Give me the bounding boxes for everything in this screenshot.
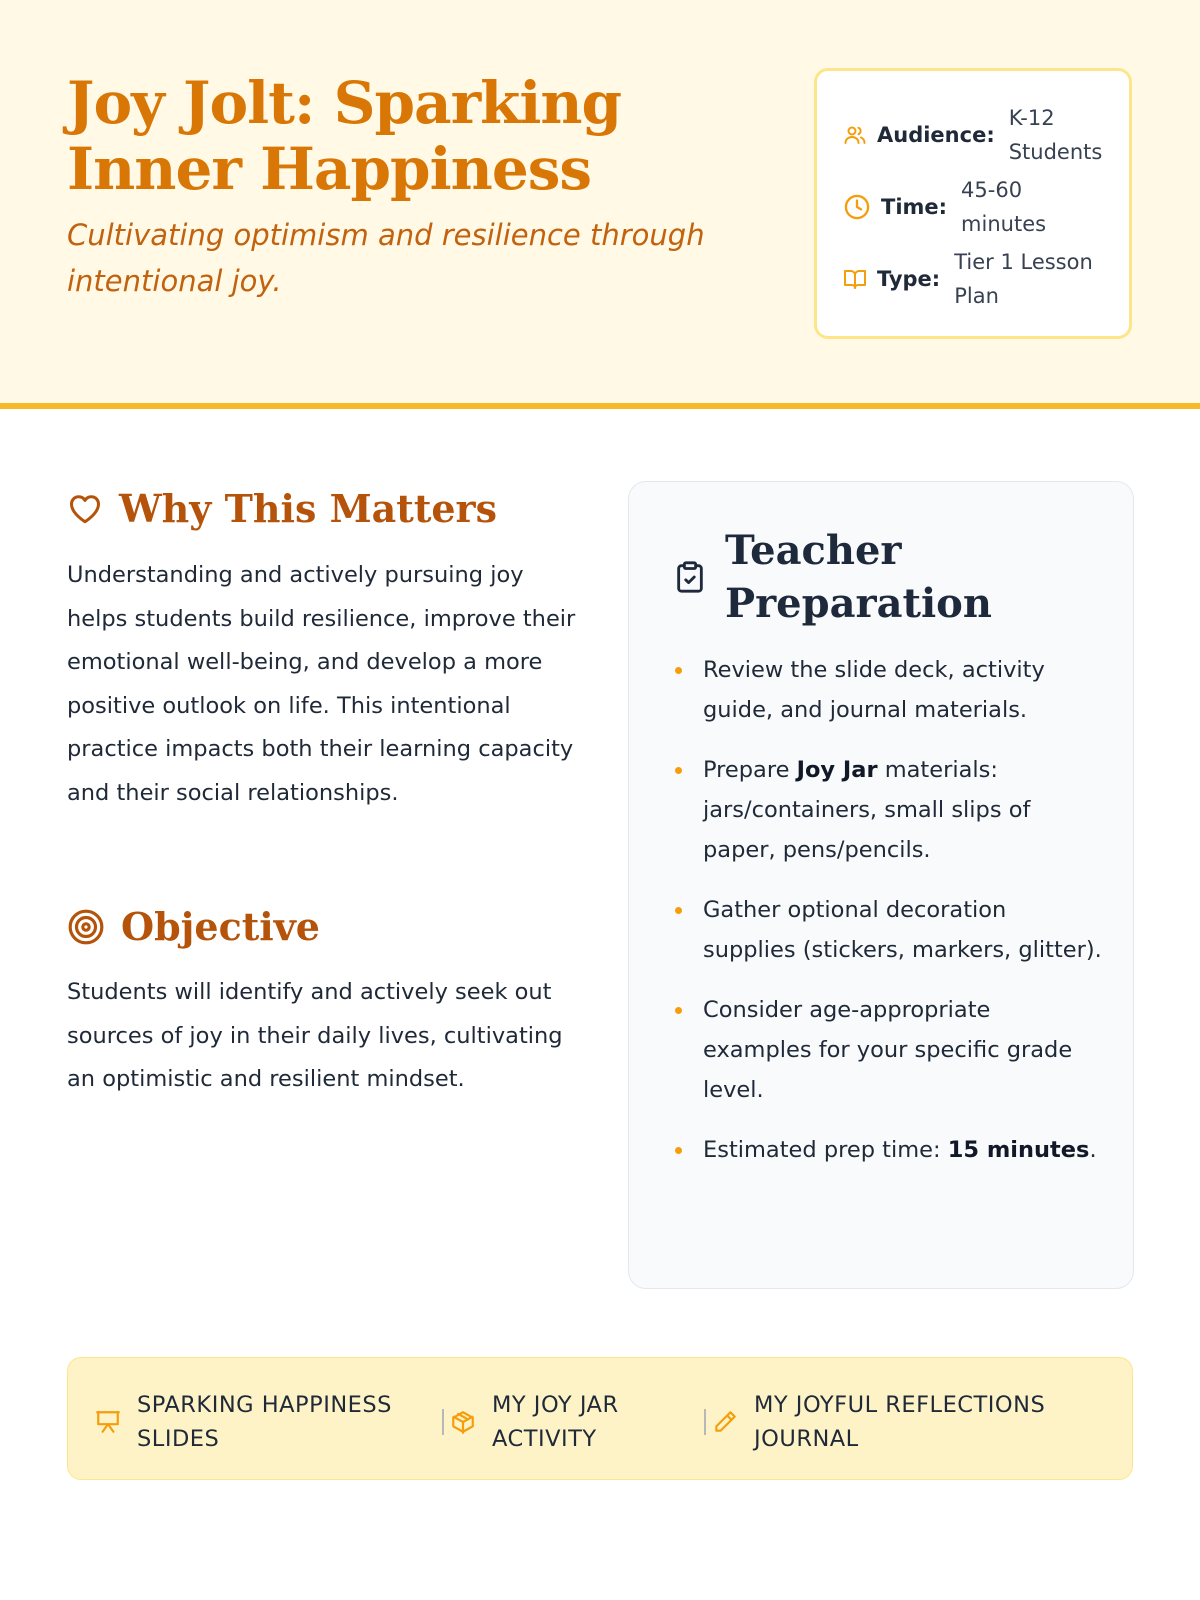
prep-item <box>673 990 1103 1110</box>
book-icon <box>843 267 867 291</box>
prep-heading-text: Teacher Preparation <box>725 527 992 627</box>
page-subtitle: Cultivating optimism and resilience through intentional joy. <box>67 218 705 298</box>
prep-list <box>673 650 1103 1190</box>
prep-item-text: Review the slide deck, activity guide, and journal materials. <box>703 657 1045 723</box>
meta-time-value: 45-60 minutes <box>961 178 1047 236</box>
material-joy-jar[interactable] <box>442 1388 662 1456</box>
pencil-icon <box>712 1409 738 1435</box>
clipboard-check-icon <box>673 558 707 596</box>
meta-type-label: Type: <box>877 267 941 291</box>
why-heading <box>67 486 497 531</box>
prep-item-text: Gather optional decoration supplies (stickers, markers, glitter). <box>703 897 1102 963</box>
prep-item-text: Estimated prep time: <box>703 1137 948 1163</box>
meta-type-value: Tier 1 Lesson Plan <box>954 250 1093 308</box>
objective-text: Students will identify and actively seek out sources of joy in their daily lives, cultivating an optimistic and resilient mindset. <box>67 979 563 1092</box>
meta-time <box>843 173 1071 241</box>
prep-item-text: Prepare <box>703 757 797 783</box>
prep-item <box>673 890 1103 970</box>
prep-item <box>673 750 1103 870</box>
material-journal-label: MY JOYFUL REFLECTIONS JOURNAL <box>754 1392 1046 1452</box>
prep-item-bold: 15 minutes <box>947 1137 1090 1163</box>
meta-time-label: Time: <box>881 195 948 219</box>
page-title: Joy Jolt: Sparking Inner Happiness <box>67 69 622 203</box>
materials-bar <box>67 1357 1133 1480</box>
prep-item-bold: Joy Jar <box>796 757 878 783</box>
why-heading-text: Why This Matters <box>119 486 497 531</box>
package-icon <box>450 1409 476 1435</box>
prep-item-text: Consider age-appropriate examples for your specific grade level. <box>703 997 1073 1103</box>
separator <box>704 1409 706 1435</box>
meta-audience-label: Audience: <box>877 123 995 147</box>
users-icon <box>843 123 867 147</box>
objective-heading <box>67 904 320 949</box>
prep-item-text: . <box>1089 1137 1097 1163</box>
material-journal[interactable] <box>704 1388 1074 1456</box>
prep-item <box>673 650 1103 730</box>
prep-item <box>673 1130 1103 1170</box>
meta-type <box>843 245 1104 313</box>
material-slides-label: SPARKING HAPPINESS SLIDES <box>137 1392 392 1452</box>
lesson-meta-card <box>814 68 1132 339</box>
material-slides[interactable] <box>95 1388 417 1456</box>
clock-icon <box>843 193 871 221</box>
teacher-prep-card <box>628 481 1134 1289</box>
objective-heading-text: Objective <box>121 904 320 949</box>
prep-heading <box>673 524 1025 630</box>
header-banner <box>0 0 1200 409</box>
why-text: Understanding and actively pursuing joy helps students build resilience, improve their emotional well-being, and develop a more positive outlook on life. This intentional practice impacts both their learning capacity and their social relationships. <box>67 562 576 806</box>
target-icon <box>67 908 105 946</box>
heart-icon <box>67 491 103 527</box>
separator <box>442 1409 444 1435</box>
meta-audience <box>843 101 1119 169</box>
presentation-icon <box>95 1409 121 1435</box>
material-joy-jar-label: MY JOY JAR ACTIVITY <box>492 1392 619 1452</box>
prep-item-text: materials: jars/containers, small slips of paper, pens/pencils. <box>703 757 1031 863</box>
meta-audience-value: K-12 Students <box>1008 106 1103 164</box>
